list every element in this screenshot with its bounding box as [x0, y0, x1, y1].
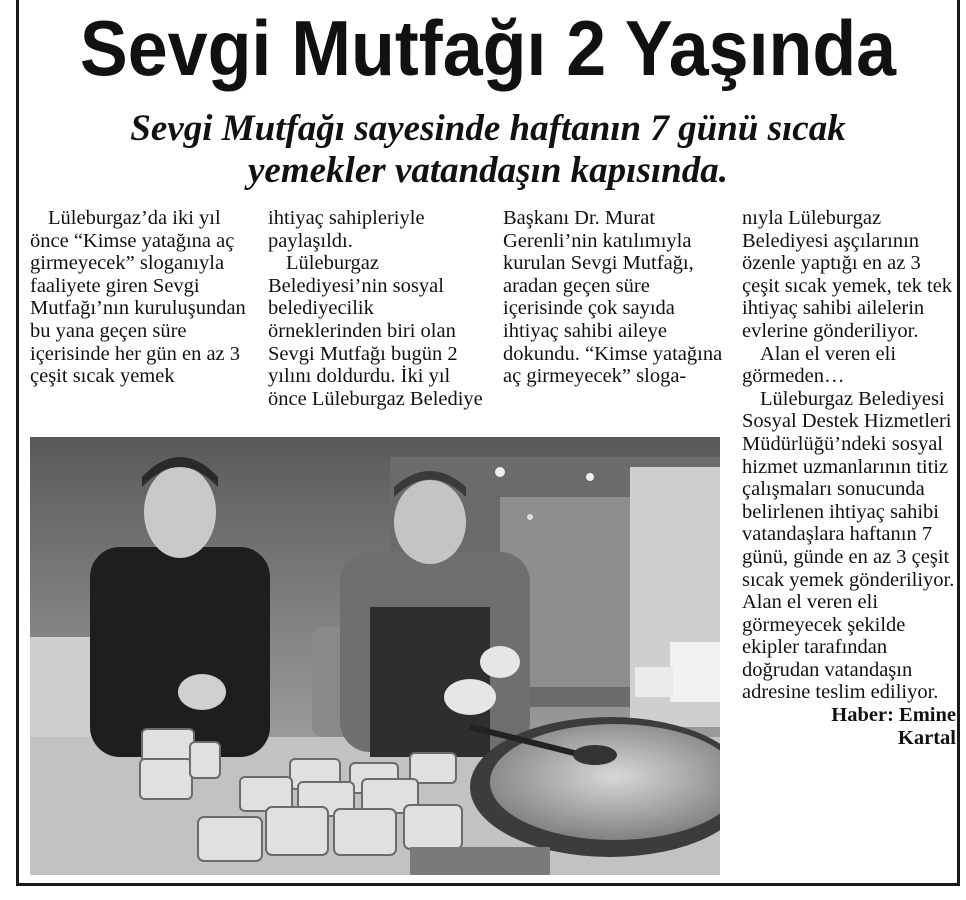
column-4-paragraph-1: nıyla Lüleburgaz Belediyesi aşçılarının özenle yaptığı en az 3 çeşit sıcak yemek, tek tek ihtiyaç sahibi ailelerin evlerine gönderiliyor.: [742, 207, 953, 342]
article-column-1: [30, 207, 250, 388]
subheadline: [30, 108, 946, 192]
column-2-paragraph-1: ihtiyaç sahipleriyle paylaşıldı.: [268, 207, 425, 252]
column-3-paragraph: Başkanı Dr. Murat Gerenli’nin katılımıyla kurulan Sevgi Mutfağı, aradan geçen süre içerisinde çok sayıda ihtiyaç sahibi aileye dokundu. “Kimse yatağına aç girmeyecek” sloga-: [503, 207, 723, 388]
byline-line-2: Kartal: [897, 726, 956, 749]
kitchen-photo: [30, 437, 720, 875]
kitchen-photo-illustration: [30, 437, 720, 875]
column-4-paragraph-3: Lüleburgaz Belediyesi Sosyal Destek Hizmetleri Müdürlüğü’ndeki sosyal hizmet uzmanlarının titiz çalışmaları sonucunda belirlenen ihtiyaç sahibi vatandaşlara haftanın 7 günü, günde en az 3 çeşit sıcak yemek gönderiliyor. Alan el veren eli görmeyecek şekilde ekipler tarafından doğrudan vatandaşın adresine teslim ediliyor.: [742, 387, 955, 704]
headline: Sevgi Mutfağı 2 Yaşında: [79, 4, 897, 92]
column-1-paragraph: Lüleburgaz’da iki yıl önce “Kimse yatağına aç girmeyecek” sloganıyla faaliyete giren Sevgi Mutfağı’nın kuruluşundan bu yana geçen süre içerisinde her gün en az 3 çeşit sıcak yemek: [30, 207, 246, 388]
article-column-2: [268, 207, 490, 410]
article-column-3: [503, 207, 723, 388]
column-4-paragraph-2: Alan el veren eli görmeden…: [742, 342, 897, 388]
article-column-4: [742, 207, 956, 749]
subheadline-line-2: yemekler vatandaşın kapısında.: [248, 150, 728, 191]
byline-line-1: Haber: Emine: [831, 704, 956, 727]
subheadline-line-1: Sevgi Mutfağı sayesinde haftanın 7 günü sıcak: [130, 108, 846, 149]
column-2-paragraph-2: Lüleburgaz Belediyesi’nin sosyal belediyecilik örneklerinden biri olan Sevgi Mutfağı bugün 2 yılını doldurdu. İki yıl önce Lüleburgaz Belediye: [268, 252, 483, 410]
